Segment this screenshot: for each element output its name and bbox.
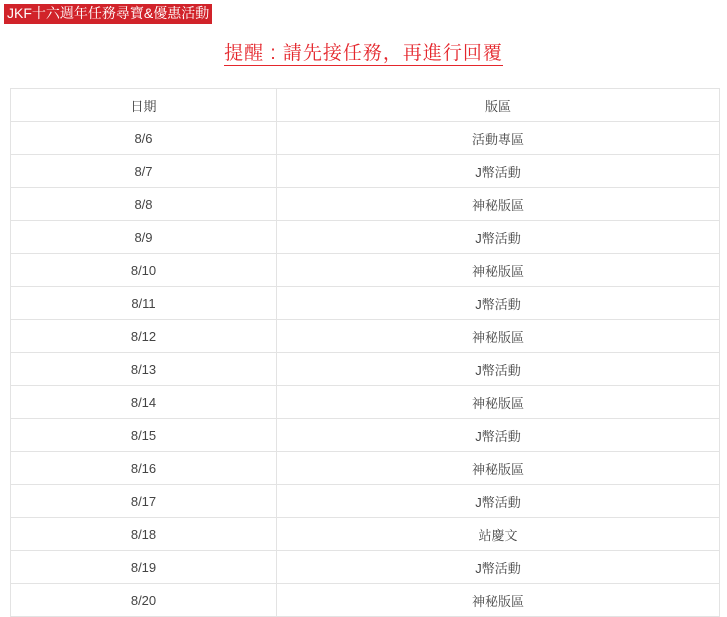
cell-date: 8/6 [11,122,277,155]
notice-banner [0,38,727,65]
table-row [11,518,720,551]
cell-area: 神秘版區 [277,386,720,419]
column-header-area: 版區 [277,89,720,122]
table-row [11,320,720,353]
table-row [11,155,720,188]
cell-area: J幣活動 [277,419,720,452]
cell-area: J幣活動 [277,155,720,188]
cell-area: J幣活動 [277,221,720,254]
table-row [11,419,720,452]
cell-area: J幣活動 [277,485,720,518]
cell-area: 神秘版區 [277,584,720,617]
cell-date: 8/8 [11,188,277,221]
cell-date: 8/9 [11,221,277,254]
cell-area: 活動專區 [277,122,720,155]
table-row [11,122,720,155]
cell-date: 8/16 [11,452,277,485]
table-body [11,122,720,617]
table-row [11,254,720,287]
cell-date: 8/14 [11,386,277,419]
cell-date: 8/12 [11,320,277,353]
cell-date: 8/20 [11,584,277,617]
table-row [11,386,720,419]
cell-date: 8/11 [11,287,277,320]
schedule-table [10,88,720,617]
cell-date: 8/10 [11,254,277,287]
table-row [11,584,720,617]
cell-area: 神秘版區 [277,320,720,353]
schedule-table-container [10,88,717,617]
table-row [11,485,720,518]
table-row [11,287,720,320]
cell-area: J幣活動 [277,287,720,320]
cell-area: 站慶文 [277,518,720,551]
table-row [11,221,720,254]
cell-date: 8/18 [11,518,277,551]
cell-area: 神秘版區 [277,254,720,287]
cell-area: 神秘版區 [277,188,720,221]
page-title: JKF十六週年任務尋寶&優惠活動 [4,4,212,24]
table-header-row [11,89,720,122]
notice-text: 提醒 : 請先接任務，再進行回覆 [224,43,503,64]
cell-date: 8/15 [11,419,277,452]
table-row [11,353,720,386]
table-row [11,188,720,221]
table-row [11,452,720,485]
cell-area: 神秘版區 [277,452,720,485]
table-header [11,89,720,122]
cell-date: 8/19 [11,551,277,584]
cell-area: J幣活動 [277,353,720,386]
table-row [11,551,720,584]
cell-date: 8/17 [11,485,277,518]
column-header-date: 日期 [11,89,277,122]
cell-area: J幣活動 [277,551,720,584]
cell-date: 8/13 [11,353,277,386]
cell-date: 8/7 [11,155,277,188]
